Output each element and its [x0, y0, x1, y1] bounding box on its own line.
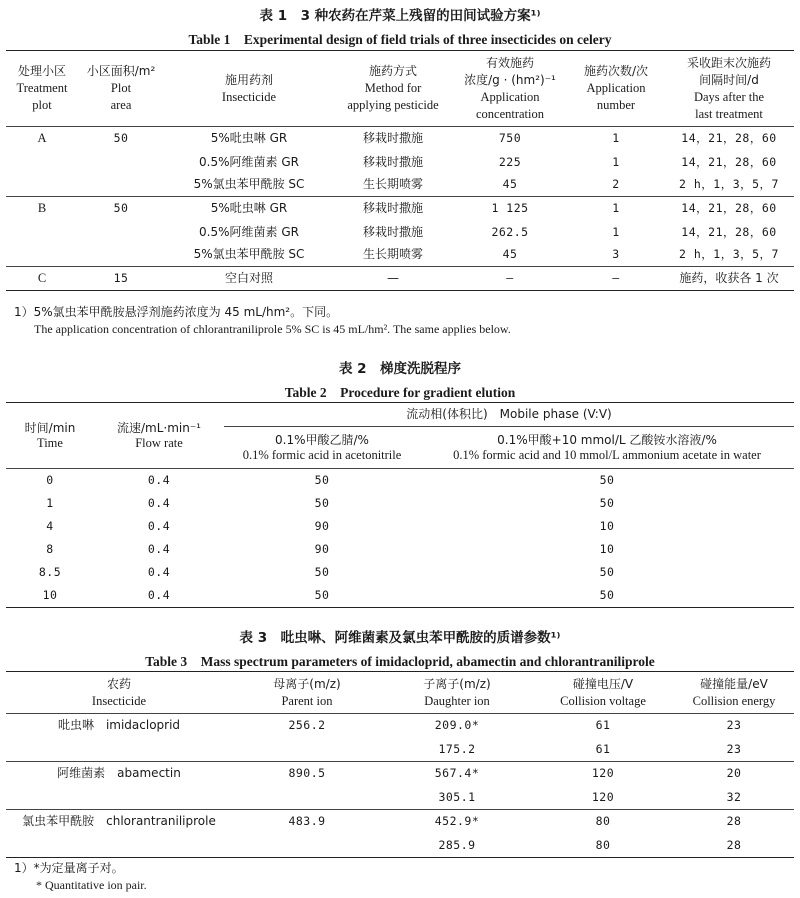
cell-plot: B — [37, 201, 47, 216]
table3-header-insecticide: 农药 Insecticide — [91, 676, 147, 708]
cell-insecticide: 氯虫苯甲酰胺 chlorantraniliprole — [22, 814, 216, 829]
cell-insecticide: 吡虫啉 imidacloprid — [57, 718, 181, 733]
cell-phase-b: 50 — [599, 587, 615, 602]
cell-voltage: 61 — [595, 718, 611, 733]
cell-phase-a: 90 — [314, 518, 330, 533]
cell-concentration: 262.5 — [491, 224, 529, 239]
table-row — [6, 561, 794, 584]
table-row — [6, 584, 794, 608]
cell-phase-a: 50 — [314, 472, 330, 487]
table3-header-parent-ion: 母离子(m/z) Parent ion — [273, 676, 341, 708]
cell-time: 10 — [42, 587, 58, 602]
cell-insecticide: 5%氯虫苯甲酰胺 SC — [193, 177, 305, 192]
cell-daughter-ion: 452.9* — [434, 814, 480, 829]
table2-header-phase-a: 0.1%甲酸乙腈/% 0.1% formic acid in acetonitrile — [242, 432, 402, 462]
cell-insecticide — [6, 786, 232, 810]
cell-insecticide: 阿维菌素 abamectin — [57, 766, 181, 781]
cell-concentration: — — [506, 271, 514, 285]
table-row — [6, 738, 794, 762]
cell-area: 15 — [113, 271, 129, 285]
cell-concentration: 225 — [498, 154, 522, 169]
cell-parent-ion: 483.9 — [288, 814, 326, 829]
table1-header-concentration: 有效施药 浓度/g · (hm²)⁻¹ Application concentration — [464, 55, 556, 121]
cell-flow: 0.4 — [147, 518, 171, 533]
table3-header-row — [6, 672, 794, 714]
cell-plot — [6, 221, 78, 244]
cell-area — [78, 221, 164, 244]
cell-phase-b: 50 — [599, 472, 615, 487]
cell-days: 2 h，1，3，5，7 — [679, 177, 779, 192]
table1-title-en: Table 1 Experimental design of field trials of three insecticides on celery — [188, 32, 612, 47]
table1-header-insecticide: 施用药剂 Insecticide — [221, 72, 277, 104]
cell-method: 移栽时撒施 — [362, 224, 423, 239]
cell-number: 1 — [612, 224, 620, 239]
cell-insecticide: 0.5%阿维菌素 GR — [199, 154, 299, 169]
cell-energy: 20 — [726, 766, 742, 781]
table-row — [6, 221, 794, 244]
cell-energy: 28 — [726, 837, 742, 852]
table-row — [6, 538, 794, 561]
table2-header-phase-b: 0.1%甲酸+10 mmol/L 乙酸铵水溶液/% 0.1% formic acid and 10 mmol/L ammonium acetate in water — [453, 432, 761, 462]
cell-method: 生长期喷雾 — [362, 177, 423, 192]
cell-energy: 32 — [726, 789, 742, 804]
table2-header-row-1 — [6, 403, 794, 427]
table-row — [6, 762, 794, 786]
cell-number: — — [612, 271, 620, 285]
table-row — [6, 810, 794, 834]
cell-concentration: 45 — [502, 247, 518, 262]
cell-voltage: 120 — [591, 766, 615, 781]
table1-header-days: 采收距末次施药 间隔时间/d Days after the last treatment — [686, 55, 771, 121]
table1-header-row — [6, 51, 794, 127]
table-row — [6, 492, 794, 515]
cell-area — [78, 174, 164, 197]
table-row — [6, 714, 794, 738]
table3-header-daughter-ion: 子离子(m/z) Daughter ion — [423, 676, 491, 708]
cell-phase-b: 10 — [599, 518, 615, 533]
table2-header-mobile-phase: 流动相(体积比) Mobile phase (V:V) — [224, 403, 794, 427]
cell-method: 移栽时撒施 — [362, 131, 423, 146]
cell-method: — — [387, 271, 399, 285]
cell-time: 4 — [46, 518, 54, 533]
cell-flow: 0.4 — [147, 564, 171, 579]
cell-concentration: 1 125 — [491, 201, 529, 216]
cell-days: 14，21，28，60 — [681, 201, 777, 216]
table-row — [6, 834, 794, 858]
cell-flow: 0.4 — [147, 541, 171, 556]
table3 — [6, 671, 794, 858]
cell-voltage: 80 — [595, 837, 611, 852]
cell-phase-a: 90 — [314, 541, 330, 556]
cell-number: 1 — [612, 131, 620, 146]
table3-footnote-en: * Quantitative ion pair. — [36, 878, 147, 892]
cell-parent-ion: 890.5 — [288, 766, 326, 781]
table2-title-en: Table 2 Procedure for gradient elution — [284, 385, 516, 400]
table-row — [6, 786, 794, 810]
cell-voltage: 61 — [595, 741, 611, 756]
cell-flow: 0.4 — [147, 587, 171, 602]
cell-daughter-ion: 305.1 — [438, 789, 476, 804]
cell-number: 2 — [612, 177, 620, 192]
cell-plot — [6, 174, 78, 197]
table2-header-flow: 流速/mL·min⁻¹ Flow rate — [94, 403, 224, 469]
table-row — [6, 151, 794, 174]
cell-plot: C — [37, 271, 47, 285]
cell-number: 1 — [612, 154, 620, 169]
cell-time: 8.5 — [38, 564, 62, 579]
cell-area — [78, 244, 164, 267]
table1 — [6, 50, 794, 291]
cell-insecticide: 空白对照 — [224, 271, 273, 285]
table2-header-time: 时间/min Time — [6, 403, 94, 469]
cell-method: 生长期喷雾 — [362, 247, 423, 262]
cell-insecticide — [6, 738, 232, 762]
cell-flow: 0.4 — [147, 472, 171, 487]
table1-header-plot: 处理小区 Treatment plot — [16, 64, 68, 112]
cell-daughter-ion: 175.2 — [438, 741, 476, 756]
cell-area: 50 — [113, 131, 129, 146]
cell-phase-b: 10 — [599, 541, 615, 556]
cell-phase-b: 50 — [599, 564, 615, 579]
table-row — [6, 515, 794, 538]
cell-plot: A — [37, 131, 47, 146]
table2-title-cn: 表 2 梯度洗脱程序 — [338, 361, 462, 377]
cell-area: 50 — [113, 201, 129, 216]
cell-phase-a: 50 — [314, 587, 330, 602]
cell-insecticide: 5%吡虫啉 GR — [210, 201, 288, 216]
cell-daughter-ion: 285.9 — [438, 837, 476, 852]
table3-footnote-cn: 1）*为定量离子对。 — [14, 861, 124, 875]
cell-daughter-ion: 209.0* — [434, 718, 480, 733]
cell-insecticide: 0.5%阿维菌素 GR — [199, 224, 299, 239]
cell-time: 8 — [46, 541, 54, 556]
cell-days: 2 h，1，3，5，7 — [679, 247, 779, 262]
cell-parent-ion — [232, 834, 382, 858]
table1-title-cn: 表 1 3 种农药在芹菜上残留的田间试验方案¹⁾ — [259, 8, 541, 24]
cell-number: 3 — [612, 247, 620, 262]
table1-footnote-en: The application concentration of chlorantraniliprole 5% SC is 45 mL/hm². The same applies below. — [34, 322, 511, 336]
table3-header-energy: 碰撞能量/eV Collision energy — [692, 676, 776, 708]
cell-phase-b: 50 — [599, 495, 615, 510]
table-row — [6, 174, 794, 197]
cell-phase-a: 50 — [314, 564, 330, 579]
table1-header-method: 施药方式 Method for applying pesticide — [347, 64, 439, 112]
cell-voltage: 80 — [595, 814, 611, 829]
cell-insecticide: 5%吡虫啉 GR — [210, 131, 288, 146]
cell-insecticide — [6, 834, 232, 858]
table-row — [6, 469, 794, 492]
cell-number: 1 — [612, 201, 620, 216]
table-row — [6, 244, 794, 267]
cell-concentration: 45 — [502, 177, 518, 192]
cell-parent-ion — [232, 786, 382, 810]
table2 — [6, 402, 794, 608]
cell-voltage: 120 — [591, 789, 615, 804]
table3-title-en: Table 3 Mass spectrum parameters of imidacloprid, abamectin and chlorantraniliprole — [145, 654, 655, 669]
cell-plot — [6, 244, 78, 267]
table1-header-number: 施药次数/次 Application number — [583, 64, 649, 112]
cell-method: 移栽时撒施 — [362, 154, 423, 169]
table-row — [6, 267, 794, 291]
cell-method: 移栽时撒施 — [362, 201, 423, 216]
cell-area — [78, 151, 164, 174]
cell-insecticide: 5%氯虫苯甲酰胺 SC — [193, 247, 305, 262]
cell-time: 0 — [46, 472, 54, 487]
cell-energy: 23 — [726, 718, 742, 733]
cell-parent-ion — [232, 738, 382, 762]
cell-days: 14，21，28，60 — [681, 154, 777, 169]
cell-days: 施药，收获各 1 次 — [679, 271, 779, 285]
cell-energy: 23 — [726, 741, 742, 756]
table3-header-voltage: 碰撞电压/V Collision voltage — [560, 676, 646, 708]
cell-daughter-ion: 567.4* — [434, 766, 480, 781]
cell-days: 14，21，28，60 — [681, 131, 777, 146]
cell-time: 1 — [46, 495, 54, 510]
cell-days: 14，21，28，60 — [681, 224, 777, 239]
cell-plot — [6, 151, 78, 174]
cell-concentration: 750 — [498, 131, 522, 146]
cell-parent-ion: 256.2 — [288, 718, 326, 733]
cell-phase-a: 50 — [314, 495, 330, 510]
cell-flow: 0.4 — [147, 495, 171, 510]
table-row — [6, 197, 794, 221]
cell-energy: 28 — [726, 814, 742, 829]
table1-header-area: 小区面积/m² Plot area — [86, 64, 156, 112]
table-row — [6, 127, 794, 151]
table3-title-cn: 表 3 吡虫啉、阿维菌素及氯虫苯甲酰胺的质谱参数¹⁾ — [239, 630, 561, 646]
table1-footnote-cn: 1）5%氯虫苯甲酰胺悬浮剂施药浓度为 45 mL/hm²。下同。 — [14, 305, 339, 319]
